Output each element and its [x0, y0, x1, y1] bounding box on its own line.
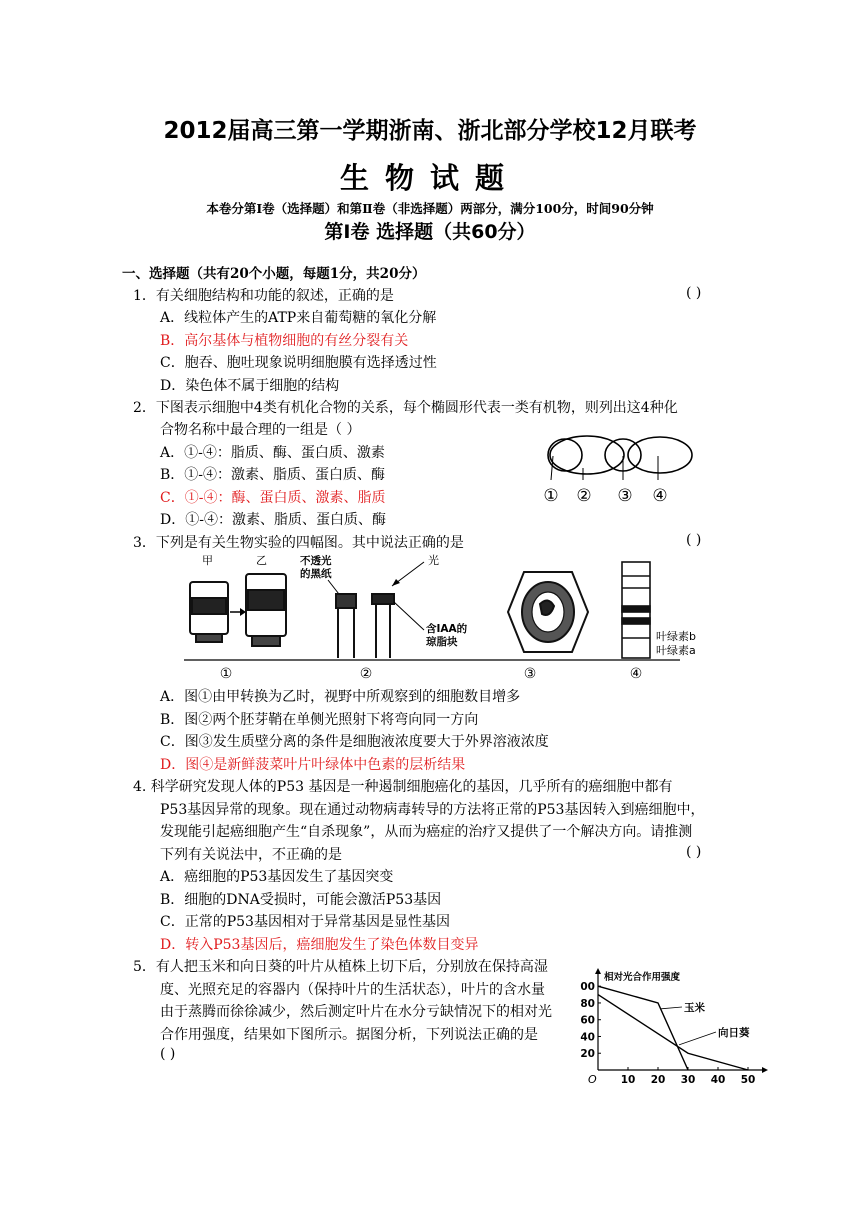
ellipse-label-4: ④: [652, 486, 668, 506]
photosynthesis-chart: [580, 966, 770, 1090]
q3-option-d: D．图④是新鲜菠菜叶片叶绿体中色素的层析结果: [160, 757, 466, 773]
experiment-figures: [180, 552, 720, 684]
x-tick-label: 40: [710, 1074, 726, 1086]
label-jia: 甲: [202, 554, 213, 567]
q3-option-a: A．图①由甲转换为乙时，视野中所观察到的细胞数目增多: [160, 689, 521, 705]
q2-stem-line1: 2．下图表示细胞中4类有机化合物的关系，每个椭圆形代表一类有机物，则列出这4种化: [133, 400, 678, 416]
subject-title: 生物试题: [339, 161, 520, 195]
ellipse-1: [548, 439, 582, 471]
objective-lens-jia: [190, 582, 228, 642]
label-chlorophyll-a: 叶绿素a: [656, 644, 696, 657]
q4-stem-line3: 发现能引起癌细胞产生“自杀现象”，从而为癌症的治疗又提供了一个解决方向。请推测: [160, 824, 693, 840]
label-iaa-2: 琼脂块: [426, 636, 458, 648]
series-line: [598, 986, 688, 1070]
label-light: 光: [428, 554, 439, 567]
label-chlorophyll-b: 叶绿素b: [656, 630, 696, 643]
ellipse-label-2: ②: [576, 486, 592, 506]
q2-option-c: C．①-④：酶、蛋白质、激素、脂质: [160, 490, 386, 506]
series-label: 玉米: [684, 1002, 705, 1014]
q2-option-a: A．①-④：脂质、酶、蛋白质、激素: [160, 445, 385, 461]
coleoptile-iaa: [372, 594, 394, 658]
y-axis-title: 相对光合作用强度: [604, 972, 681, 983]
y-tick-label: 00: [580, 981, 595, 994]
q1-option-c: C．胞吞、胞吐现象说明细胞膜有选择透过性: [160, 355, 437, 371]
fig-num-4: ④: [629, 666, 643, 682]
fig-num-3: ③: [523, 666, 537, 682]
x-axis-arrow: [762, 1067, 768, 1073]
exam-title: 2012届高三第一学期浙南、浙北部分学校12月联考: [163, 118, 697, 144]
coleoptile-covered: [336, 594, 356, 658]
q1-option-a: A．线粒体产生的ATP来自葡萄糖的氧化分解: [160, 310, 437, 326]
x-tick-label: 50: [740, 1074, 756, 1086]
y-tick-label: 60: [580, 1014, 595, 1027]
plant-cell: [508, 572, 588, 652]
q4-option-b: B．细胞的DNA受损时，可能会激活P53基因: [160, 892, 442, 908]
q3-stem: 3．下列是有关生物实验的四幅图。其中说法正确的是: [133, 535, 464, 551]
y-tick-label: 80: [580, 997, 595, 1010]
fig-num-1: ①: [219, 666, 233, 682]
label-opaque-paper-2: 的黑纸: [300, 568, 332, 580]
ellipse-4: [628, 437, 692, 473]
q3-answer-paren: ( ): [686, 532, 702, 548]
q1-stem: 1．有关细胞结构和功能的叙述，正确的是: [133, 288, 394, 304]
x-tick-label: 30: [680, 1074, 696, 1086]
y-tick-label: 20: [580, 1048, 595, 1061]
series-label: 向日葵: [718, 1027, 750, 1039]
x-tick-label: 20: [650, 1074, 666, 1086]
q1-answer-paren: ( ): [686, 285, 702, 301]
q5-stem-line1: 5．有人把玉米和向日葵的叶片从植株上切下后，分别放在保持高湿: [133, 959, 548, 975]
label-yi: 乙: [256, 554, 267, 567]
origin-label: O: [588, 1073, 597, 1086]
q2-option-d: D．①-④：激素、脂质、蛋白质、酶: [160, 512, 386, 528]
series-leader: [679, 1032, 716, 1045]
q4-option-a: A．癌细胞的P53基因发生了基因突变: [160, 869, 394, 885]
section-heading: 一、选择题（共有20个小题，每题1分，共20分）: [122, 266, 426, 282]
q4-option-c: C．正常的P53基因相对于异常基因是显性基因: [160, 914, 450, 930]
ellipse-label-3: ③: [617, 486, 633, 506]
q5-stem-line2: 度、光照充足的容器内（保持叶片的生活状态），叶片的含水量: [160, 982, 545, 998]
ellipse-diagram: [535, 428, 705, 510]
label-opaque-paper-1: 不透光: [300, 555, 332, 567]
y-axis-arrow: [595, 968, 601, 974]
q1-option-d: D．染色体不属于细胞的结构: [160, 378, 340, 394]
label-iaa-1: 含IAA的: [426, 623, 468, 635]
q5-stem-line4: 合作用强度，结果如下图所示。据图分析，下列说法正确的是: [160, 1027, 538, 1043]
q3-option-b: B．图②两个胚芽鞘在单侧光照射下将弯向同一方向: [160, 712, 479, 728]
q3-option-c: C．图③发生质壁分离的条件是细胞液浓度要大于外界溶液浓度: [160, 734, 549, 750]
q5-stem-line3: 由于蒸腾而徐徐减少，然后测定叶片在水分亏缺情况下的相对光: [160, 1004, 552, 1020]
series-leader: [661, 1007, 682, 1009]
q4-stem-line4: 下列有关说法中，不正确的是: [160, 847, 342, 863]
objective-lens-yi: [246, 574, 286, 646]
q4-answer-paren: ( ): [686, 844, 702, 860]
q4-stem-line1: 4. 科学研究发现人体的P53 基因是一种遏制细胞癌化的基因，几乎所有的癌细胞中都有: [133, 779, 673, 795]
q4-stem-line2: P53基因异常的现象。现在通过动物病毒转导的方法将正常的P53基因转入到癌细胞中，: [160, 802, 705, 818]
q2-stem-line2: 合物名称中最合理的一组是（ ）: [160, 422, 361, 438]
q5-answer-paren: ( ): [160, 1046, 176, 1062]
y-tick-label: 40: [580, 1031, 595, 1044]
part-title: 第Ⅰ卷 选择题（共60分）: [324, 221, 536, 243]
q4-option-d: D．转入P53基因后，癌细胞发生了染色体数目变异: [160, 937, 479, 953]
q2-option-b: B．①-④：激素、脂质、蛋白质、酶: [160, 467, 386, 483]
fig-num-2: ②: [359, 666, 373, 682]
chromatography-strip: [622, 562, 650, 658]
x-tick-label: 10: [620, 1074, 636, 1086]
exam-note: 本卷分第Ⅰ卷（选择题）和第Ⅱ卷（非选择题）两部分，满分100分，时间90分钟: [206, 201, 654, 216]
ellipse-label-1: ①: [543, 486, 559, 506]
q1-option-b: B．高尔基体与植物细胞的有丝分裂有关: [160, 333, 409, 349]
